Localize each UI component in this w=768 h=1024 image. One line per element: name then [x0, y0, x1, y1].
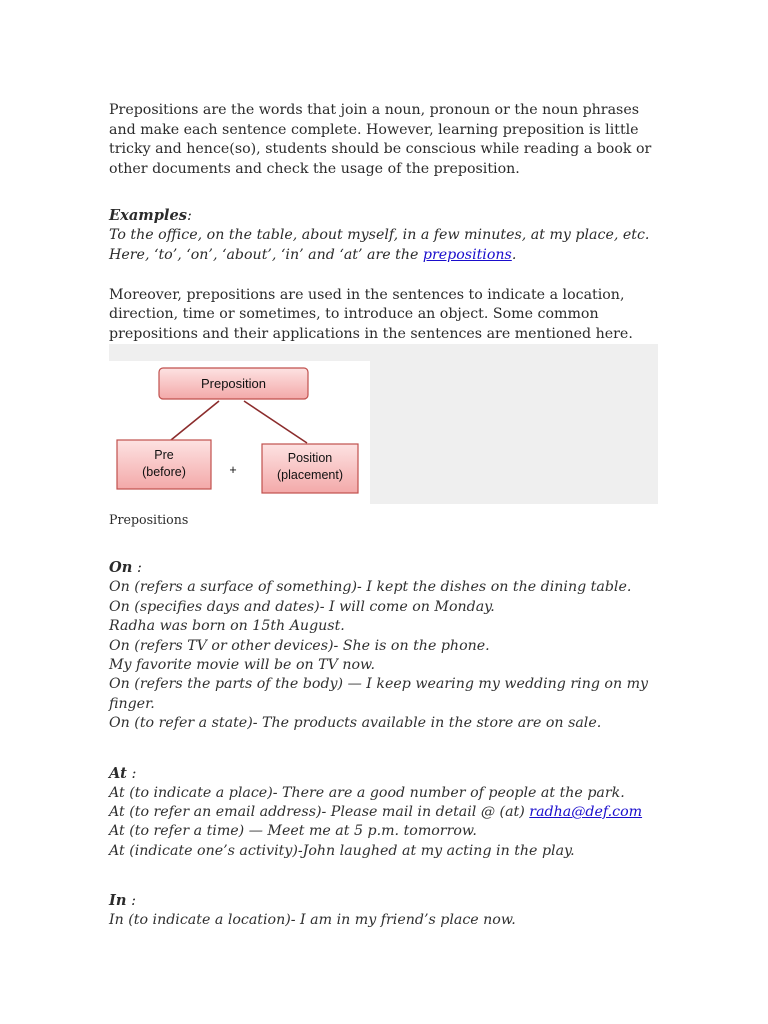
at-line-2-text: At (to refer an email address)- Please mail in detail @ (at)	[109, 804, 530, 820]
examples-heading-text: Examples	[109, 207, 187, 225]
on-line-4: On (refers TV or other devices)- She is on the phone.	[109, 637, 490, 654]
plus-sign: +	[229, 463, 237, 478]
at-line-3: At (to refer a time) — Meet me at 5 p.m. tomorrow.	[109, 823, 477, 840]
on-line-5: My favorite movie will be on TV now.	[109, 656, 376, 673]
examples-line-2-text: Here, ‘to’, ‘on’, ‘about’, ‘in’ and ‘at’ are the	[109, 246, 423, 263]
diagram-canvas	[109, 361, 370, 504]
on-line-1: On (refers a surface of something)- I kept the dishes on the dining table.	[109, 579, 632, 596]
on-line-2: On (specifies days and dates)- I will come on Monday.	[109, 598, 495, 615]
email-link[interactable]: radha@def.com	[529, 804, 643, 820]
on-heading	[109, 558, 661, 578]
at-line-2	[109, 803, 661, 822]
on-heading-text: On	[109, 559, 133, 577]
position-box-label-2: (placement)	[277, 468, 343, 483]
connector-left	[171, 401, 219, 440]
connector-right	[244, 401, 307, 443]
intro-paragraph: Prepositions are the words that join a noun, pronoun or the noun phrases and make each sentence complete. However, learning preposition is little tricky and hence(so), students should be conscious while reading a book or other documents and check the usage of the preposition.	[109, 102, 652, 177]
in-heading-text: In	[109, 892, 127, 910]
moreover-paragraph: Moreover, prepositions are used in the sentences to indicate a location, direction, time or sometimes, to introduce an object. Some common prepositions and their applications in the sentences are mentioned here.	[109, 286, 633, 342]
on-line-3: Radha was born on 15th August.	[109, 618, 345, 635]
pre-box-label-1: Pre	[154, 448, 174, 463]
at-heading-colon: :	[126, 764, 137, 782]
pre-box-label-2: (before)	[142, 465, 186, 480]
preposition-box-label: Preposition	[200, 376, 267, 392]
examples-line-1: To the office, on the table, about myself, in a few minutes, at my place, etc.	[109, 227, 650, 244]
on-line-6: On (refers the parts of the body) — I keep wearing my wedding ring on my	[109, 676, 649, 693]
in-line-1: In (to indicate a location)- I am in my friend’s place now.	[109, 912, 516, 929]
diagram-figure	[109, 344, 658, 504]
prepositions-link[interactable]: prepositions	[422, 246, 512, 263]
on-line-7: finger.	[109, 695, 155, 712]
preposition-diagram	[109, 361, 370, 504]
in-heading	[109, 891, 661, 911]
at-line-1: At (to indicate a place)- There are a good number of people at the park.	[109, 784, 625, 801]
at-heading-text: At	[109, 764, 127, 782]
document-page	[109, 101, 661, 931]
at-line-4: At (indicate one’s activity)-John laughed at my acting in the play.	[109, 842, 575, 859]
position-box-label-1: Position	[287, 451, 333, 466]
on-line-8: On (to refer a state)- The products available in the store are on sale.	[109, 715, 602, 732]
examples-heading	[109, 206, 661, 226]
in-heading-colon: :	[126, 892, 136, 910]
examples-heading-colon: :	[186, 207, 192, 225]
on-heading-colon: :	[132, 559, 142, 577]
examples-line-2-end: .	[511, 246, 517, 263]
figure-caption: Prepositions	[109, 512, 189, 528]
examples-line-2	[109, 246, 661, 266]
at-heading	[109, 764, 661, 784]
